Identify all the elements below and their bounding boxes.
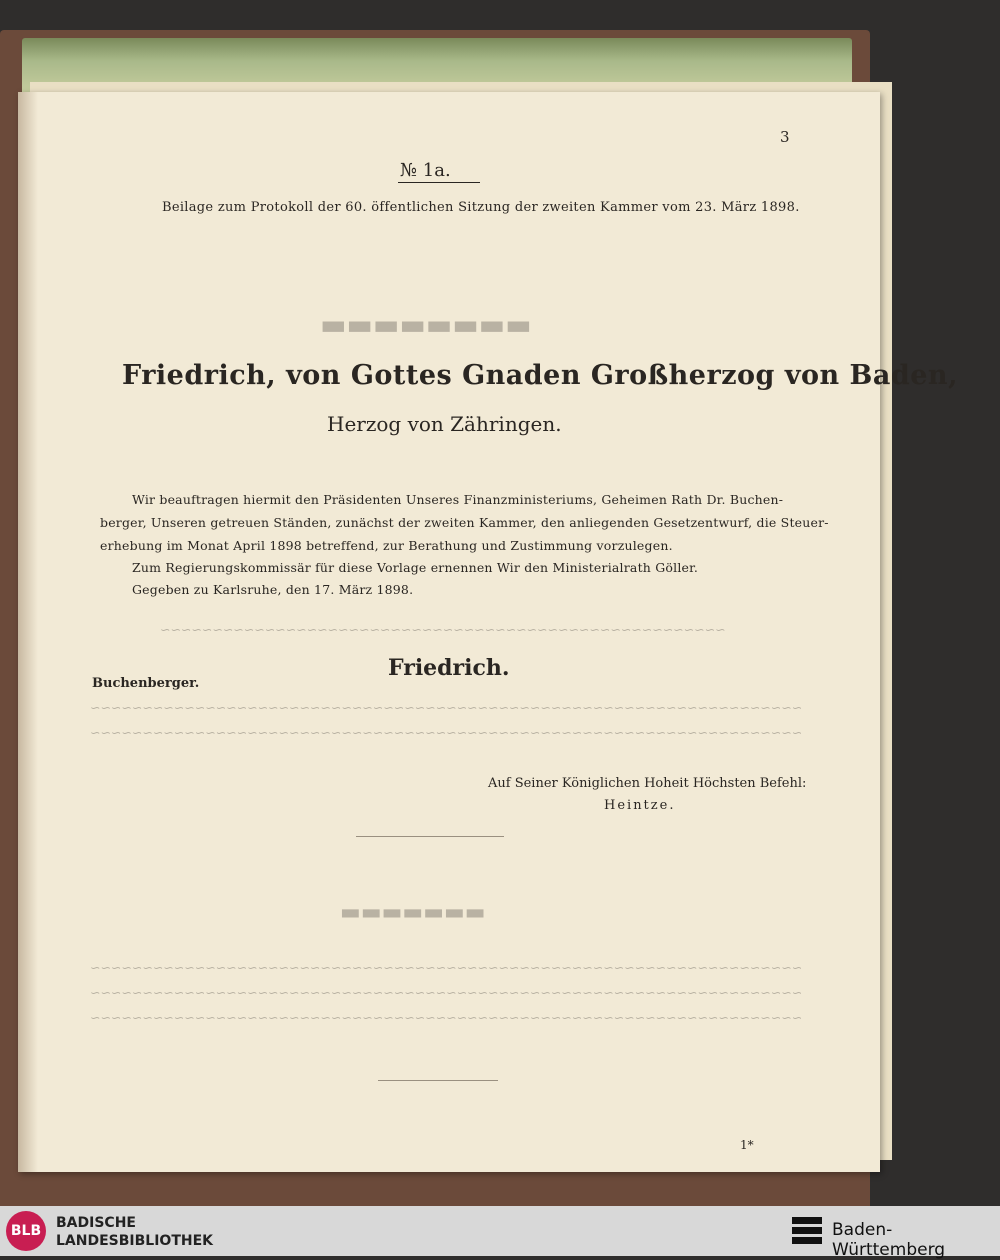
- secretary-name: Heintze.: [604, 798, 676, 813]
- bleed-through-text: ~~~~~~~~~~~~~~~~~~~~~~~~~~~~~~~~~~~~~~~~~~~~~~~~~~~~~~~~~~~~~~~~~~~~: [90, 725, 803, 740]
- page-gutter-shadow: [18, 92, 38, 1172]
- document-number: № 1a.: [400, 160, 451, 181]
- bleed-through-heading: ▬▬▬▬▬▬▬▬: [320, 308, 532, 341]
- bleed-through-text: ~~~~~~~~~~~~~~~~~~~~~~~~~~~~~~~~~~~~~~~~~~~~~~~~~~~~~~~~~~~~~~~~~~~~: [90, 960, 803, 975]
- document-title: Friedrich, von Gottes Gnaden Großherzog von Baden,: [122, 360, 958, 391]
- divider-rule: [356, 836, 504, 837]
- order-line: Auf Seiner Königlichen Hoheit Höchsten Befehl:: [488, 776, 807, 791]
- bleed-through-text: ~~~~~~~~~~~~~~~~~~~~~~~~~~~~~~~~~~~~~~~~~~~~~~~~~~~~~~~~~~~~~~~~~~~~: [90, 1010, 803, 1025]
- page-number: 3: [780, 128, 790, 146]
- beilage-line: Beilage zum Protokoll der 60. öffentlichen Sitzung der zweiten Kammer vom 23. März 1898.: [162, 200, 800, 215]
- document-subtitle: Herzog von Zähringen.: [327, 412, 562, 436]
- body-line-1: Wir beauftragen hiermit den Präsidenten Unseres Finanzministeriums, Geheimen Rath Dr. Buchen-: [132, 492, 784, 507]
- library-name-line-2: LANDESBIBLIOTHEK: [56, 1233, 214, 1249]
- bleed-through-text: ~~~~~~~~~~~~~~~~~~~~~~~~~~~~~~~~~~~~~~~~~~~~~~~~~~~~~~~~~~~~~~~~~~~~: [90, 985, 803, 1000]
- body-line-3: erhebung im Monat April 1898 betreffend, zur Berathung und Zustimmung vorzulegen.: [100, 538, 673, 553]
- footnote-mark: 1*: [740, 1138, 754, 1152]
- library-name[interactable]: [56, 1214, 213, 1250]
- body-line-5: Gegeben zu Karlsruhe, den 17. März 1898.: [132, 582, 414, 597]
- body-line-4: Zum Regierungskommissär für diese Vorlage ernennen Wir den Ministerialrath Göller.: [132, 560, 699, 575]
- countersignature: Buchenberger.: [92, 676, 200, 691]
- library-name-line-1: BADISCHE: [56, 1215, 136, 1231]
- body-line-2: berger, Unseren getreuen Ständen, zunächst der zweiten Kammer, den anliegenden Gesetzentwurf, die Steuer-: [100, 515, 829, 530]
- divider-rule-lower: [378, 1080, 498, 1081]
- number-underline: [398, 182, 480, 183]
- state-name[interactable]: Baden-Württemberg: [832, 1220, 946, 1260]
- signature: Friedrich.: [388, 655, 510, 681]
- blb-logo-icon[interactable]: BLB: [6, 1211, 46, 1251]
- bleed-through-heading: ▬▬▬▬▬▬▬: [340, 900, 486, 925]
- bleed-through-text: ~~~~~~~~~~~~~~~~~~~~~~~~~~~~~~~~~~~~~~~~~~~~~~~~~~~~~~~~~~~~~~~~~~~~: [90, 700, 803, 715]
- bleed-through-text: ~~~~~~~~~~~~~~~~~~~~~~~~~~~~~~~~~~~~~~~~~~~~~~~~~~~~~~: [160, 622, 726, 637]
- baden-wuerttemberg-lions-icon[interactable]: [790, 1214, 824, 1248]
- viewer-footer: [0, 1206, 1000, 1260]
